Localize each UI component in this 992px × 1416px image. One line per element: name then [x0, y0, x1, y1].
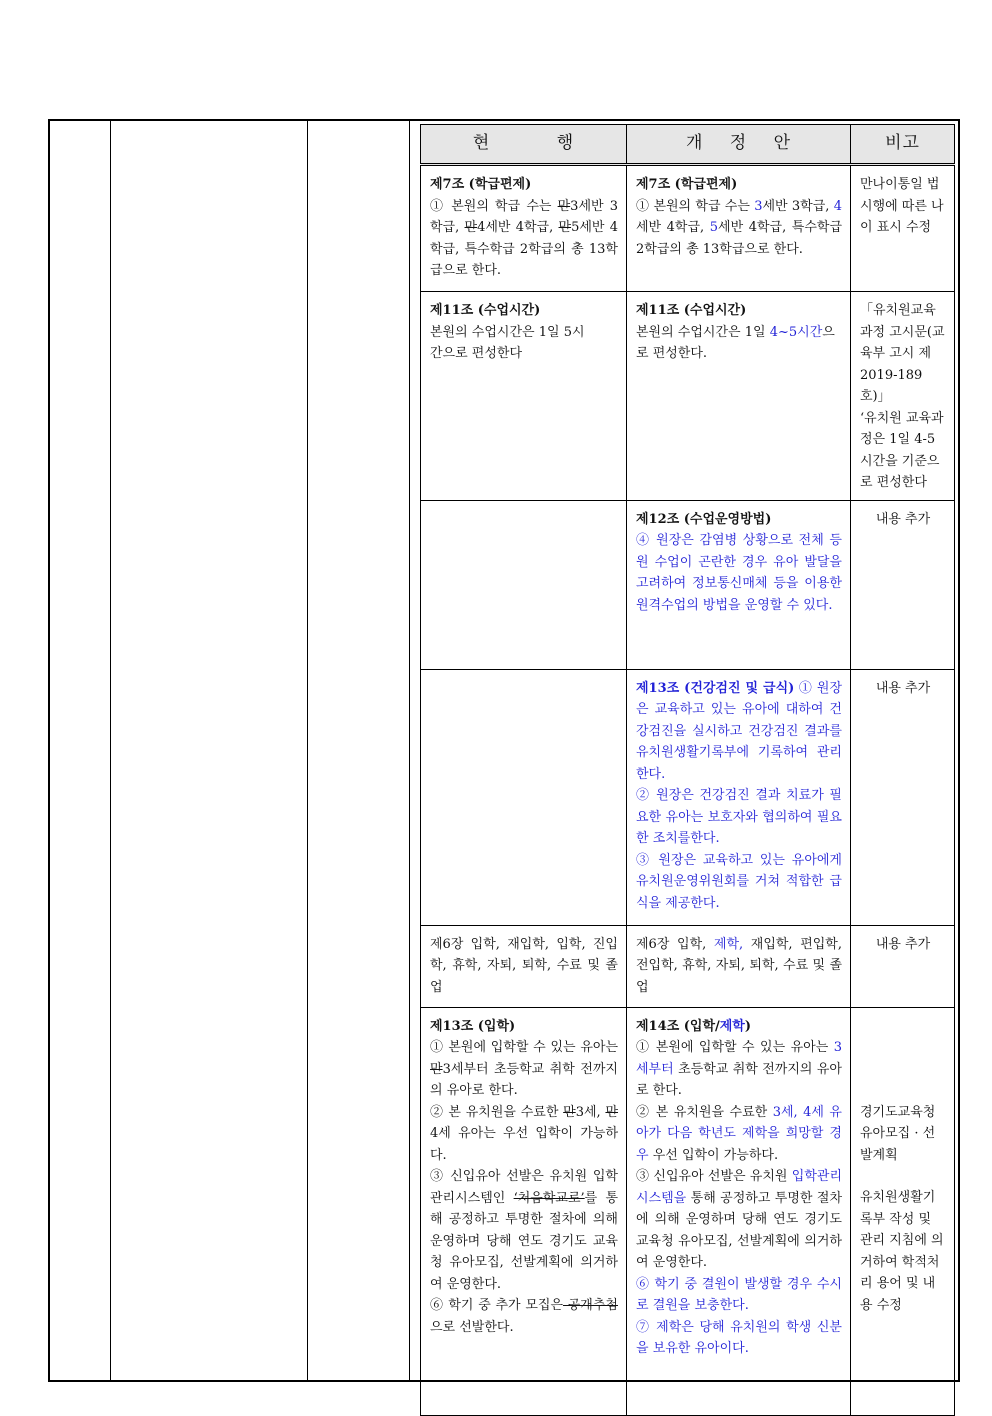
remark-cell: 내용 추가 [851, 925, 955, 1007]
text: 세반 4학급, 특수학급 2학급의 총 13학급으로 한다. [636, 220, 842, 257]
header-proposed: 개 정 안 [627, 125, 851, 165]
text: 를 통해 공정하고 투명한 절차에 의해 운영하며 당해 연도 경기도 교육청 유아모집, 선발계획에 의거하여 운영한다. [430, 1190, 619, 1292]
current-cell [421, 292, 627, 501]
text: ③ 신입유아 선발은 유치원 [636, 1169, 792, 1184]
changed-text: 4 [833, 198, 842, 214]
text: 제6장 입학, [636, 936, 714, 952]
text: ① 본원에 입학할 수 있는 유아는 [636, 1040, 834, 1055]
proposed-cell [627, 500, 851, 669]
text: 제14조 (입학/ [636, 1018, 720, 1034]
changed-text: 3세부터 [636, 1040, 842, 1077]
text: 3세부터 초등학교 취학 전까지의 유아로 한다. [430, 1061, 618, 1098]
struck-text: 만 [464, 220, 478, 235]
clause [430, 1037, 618, 1102]
text: 4세 유아는 우선 입학이 가능하다. [430, 1126, 618, 1163]
struck-text: ‘처음학교로’ [513, 1190, 585, 1206]
table-row [421, 292, 955, 501]
remark-text: 유치원생활기록부 작성 및 관리 지침에 의거하여 학적처리 용어 및 내용 수정 [860, 1190, 944, 1313]
proposed-cell [627, 292, 851, 501]
changed-text: ⑦ 제학은 당해 유치원의 학생 신분을 보유한 유아이다. [636, 1319, 842, 1356]
article-title: 제12조 (수업운영방법) [636, 511, 772, 527]
column-divider-2 [307, 121, 308, 1380]
clause [636, 1102, 842, 1167]
changed-text: ③ 원장은 교육하고 있는 유아에게 유치원운영위원회를 거쳐 적합한 급식을 제공한다. [636, 852, 842, 911]
text: ② 본 유치원을 수료한 [430, 1104, 564, 1120]
table-row [421, 925, 955, 1007]
clause [636, 1037, 842, 1102]
table-row [421, 165, 955, 292]
changed-text: 3세, 4세 유아가 다음 학년도 제학을 희망할 경우 [636, 1104, 842, 1163]
changed-text: 5 [709, 220, 719, 235]
clause [636, 1166, 842, 1274]
article-title: 제13조 (입학) [430, 1018, 516, 1034]
changed-text: 입학관리시스템을 [636, 1169, 842, 1206]
struck-text: 공개추첨 [563, 1298, 618, 1313]
article-title: 제11조 (수업시간) [636, 303, 747, 318]
article-title: 제7조 (학급편제) [430, 177, 532, 192]
current-cell: 제6장 입학, 재입학, 입학, 진입학, 휴학, 자퇴, 퇴학, 수료 및 졸업 [421, 925, 627, 1007]
text: ② 본 유치원을 수료한 [636, 1104, 773, 1120]
changed-text: ② 원장은 건강검진 결과 치료가 필요한 유아는 보호자와 협의하여 필요한 조치를한다. [636, 788, 842, 846]
text: 본원의 수업시간은 1일 5시간으로 편성한다 [430, 324, 585, 361]
remark-cell: 만나이통일 법 시행에 따른 나이 표시 수정 [851, 165, 955, 292]
current-cell [421, 165, 627, 292]
clause [430, 1295, 618, 1338]
text: ① 본원에 입학할 수 있는 유아는 [430, 1040, 618, 1055]
proposed-cell [627, 925, 851, 1007]
text: ① 본원의 학급 수는 [430, 198, 558, 214]
text: 으로 편성한다. [636, 324, 835, 361]
changed-text: ④ 원장은 감염병 상황으로 전체 등원 수업이 곤란한 경우 유아 발달을 고려하여 정보통신매체 등을 이용한 원격수업의 방법을 운영할 수 있다. [636, 533, 842, 613]
proposed-cell [627, 669, 851, 925]
struck-text: 만 [558, 220, 572, 235]
text: 으로 선발한다. [430, 1319, 514, 1335]
remark-cell: 내용 추가 [851, 500, 955, 669]
remark-text: 경기도교육청 유아모집 · 선발계획 [860, 1104, 936, 1163]
text: 초등학교 취학 전까지의 유아로 한다. [636, 1061, 842, 1098]
table-row [421, 669, 955, 925]
struck-text: 만 [557, 198, 571, 214]
article-title [636, 1016, 842, 1038]
changed-text: ⑥ 학기 중 결원이 발생할 경우 수시로 결원을 보충한다. [636, 1276, 842, 1313]
text: ① 본원의 학급 수는 [636, 198, 755, 214]
remark-cell: 내용 추가 [851, 669, 955, 925]
text: 세반 3학급, [762, 198, 834, 214]
table-row [421, 1007, 955, 1415]
text: 통해 공정하고 투명한 절차에 의해 운영하며 당해 연도 경기도 교육청 유아모집, 선발계획에 의거하여 운영한다. [636, 1190, 842, 1270]
text: 본원의 수업시간은 1일 [636, 324, 770, 340]
current-cell-empty [421, 500, 627, 669]
text: 세반 4학급, [636, 220, 710, 235]
header-remark: 비고 [851, 125, 955, 165]
header-row [421, 125, 955, 165]
column-divider-3 [409, 121, 410, 1380]
text: ) [744, 1018, 752, 1034]
changed-text: 제학, [713, 936, 744, 952]
changed-text: 제학 [719, 1018, 745, 1034]
changed-text: ① 원장은 교육하고 있는 유아에 대하여 건강검진을 실시하고 건강검진 결과를 유치원생활기록부에 기록하여 관리한다. [636, 680, 843, 782]
column-divider-1 [110, 121, 111, 1380]
text: 3세반 3학급, [430, 198, 618, 235]
article-title: 제13조 (건강검진 및 급식) [636, 680, 795, 696]
text: 4세반 4학급, [477, 220, 559, 235]
article-title: 제7조 (학급편제) [636, 177, 738, 192]
remark-cell [851, 292, 955, 501]
text: ⑥ 학기 중 추가 모집은 [430, 1298, 564, 1313]
table-row [421, 500, 955, 669]
changed-text: 3 [754, 198, 763, 214]
struck-text: 만 [430, 1061, 443, 1077]
comparison-table [420, 124, 955, 1416]
remark-cell [851, 1007, 955, 1415]
changed-text: 4~5시간 [769, 324, 823, 340]
clause [430, 1166, 618, 1295]
current-cell [421, 1007, 627, 1415]
struck-text: 만 [563, 1104, 576, 1120]
remark-text: 「유치원교육과정 고시문(교육부 고시 제2019-189호)」 [860, 303, 945, 404]
clause [430, 1102, 618, 1167]
text: 우선 입학이 가능하다. [648, 1147, 779, 1163]
text: 3세, [575, 1104, 606, 1120]
remark-text: ‘유치원 교육과정은 1일 4-5시간을 기준으로 편성한다 [860, 410, 944, 490]
header-current: 현 행 [421, 125, 627, 165]
article-title: 제11조 (수업시간) [430, 303, 541, 318]
text: ③ 신입유아 선발은 유치원 입학관리시스템인 [430, 1169, 618, 1206]
proposed-cell [627, 165, 851, 292]
struck-text: 만 [605, 1104, 619, 1120]
text: 재입학, 편입학, 전입학, 휴학, 자퇴, 퇴학, 수료 및 졸업 [636, 936, 842, 995]
current-cell-empty [421, 669, 627, 925]
text: 5세반 4학급, 특수학급 2학급의 총 13학급으로 한다. [430, 220, 618, 278]
proposed-cell [627, 1007, 851, 1415]
